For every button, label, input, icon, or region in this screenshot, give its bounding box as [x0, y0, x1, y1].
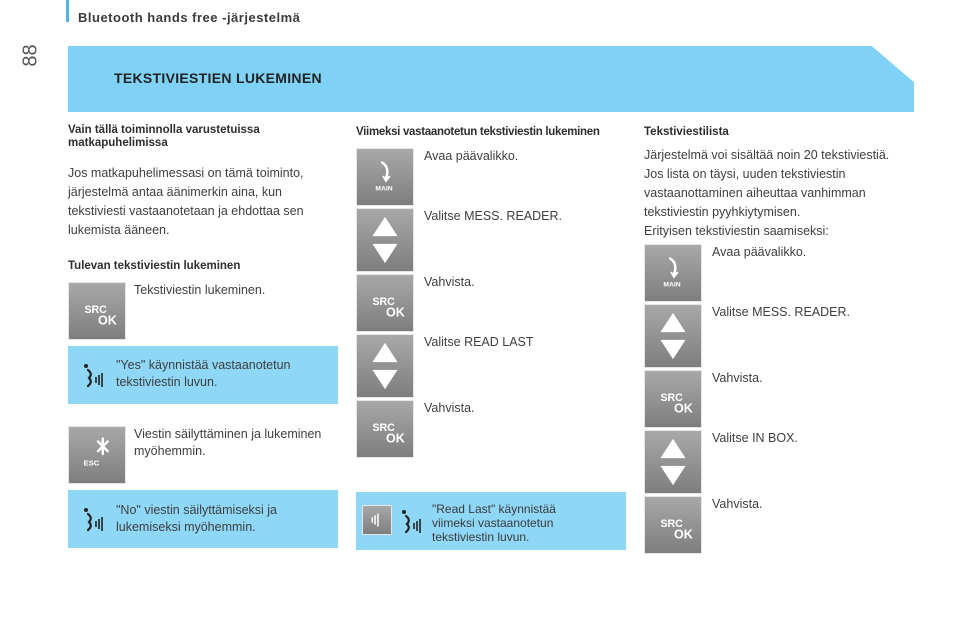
- esc-text-line: myöhemmin.: [134, 444, 206, 458]
- src-label: SRC: [84, 303, 107, 316]
- arrow-up-icon: [372, 343, 397, 362]
- middle-step-5: Vahvista.: [424, 401, 475, 415]
- voice-command-icon: [398, 506, 426, 536]
- left-subheading: Tulevan tekstiviestin lukeminen: [68, 260, 241, 272]
- up-down-button[interactable]: [356, 334, 414, 398]
- star-icon: [98, 439, 108, 454]
- left-intro-line: Jos matkapuhelimessasi on tämä toiminto,: [68, 166, 304, 180]
- ok-label: OK: [97, 313, 117, 328]
- esc-description: [134, 426, 321, 460]
- right-step-3: Vahvista.: [712, 371, 763, 385]
- right-intro-line: vastaanottaminen aiheuttaa vanhimman: [644, 186, 866, 200]
- right-intro-line: Järjestelmä voi sisältää noin 20 tekstiviestiä.: [644, 148, 890, 162]
- main-label: MAIN: [663, 281, 681, 289]
- src-ok-description: Tekstiviestin lukeminen.: [134, 283, 266, 297]
- read-last-text-line: viimeksi vastaanotetun: [432, 516, 554, 530]
- middle-step-2: Valitse MESS. READER.: [424, 209, 563, 223]
- right-heading: Tekstiviestilista: [644, 126, 729, 138]
- voice-wave-icon: [372, 513, 378, 526]
- right-intro-line: Jos lista on täysi, uuden tekstiviestin: [644, 167, 846, 181]
- middle-step-4: Valitse READ LAST: [424, 335, 534, 349]
- middle-step-3: Vahvista.: [424, 275, 475, 289]
- up-down-button[interactable]: [644, 430, 702, 494]
- right-intro-2: Erityisen tekstiviestin saamiseksi:: [644, 224, 829, 238]
- src-ok-button[interactable]: [68, 282, 126, 340]
- ok-label: OK: [385, 431, 405, 446]
- middle-heading: Viimeksi vastaanotetun tekstiviestin lukeminen: [356, 126, 600, 138]
- main-button[interactable]: [356, 148, 414, 206]
- left-intro-line: järjestelmä antaa äänimerkin aina, kun: [68, 185, 283, 199]
- left-intro-line: lukemista ääneen.: [68, 223, 170, 237]
- right-step-4: Valitse IN BOX.: [712, 431, 798, 445]
- middle-step-1: Avaa päävalikko.: [424, 149, 519, 163]
- arrow-up-icon: [660, 313, 685, 332]
- voice-button[interactable]: [362, 505, 392, 535]
- esc-text-line: Viestin säilyttäminen ja lukeminen: [134, 427, 322, 441]
- read-last-text-line: "Read Last" käynnistää: [432, 502, 556, 516]
- ok-label: OK: [385, 305, 405, 320]
- header-accent-line: [66, 0, 69, 22]
- ok-label: OK: [673, 527, 693, 542]
- read-last-text-line: tekstiviestin luvun.: [432, 530, 530, 544]
- arrow-down-icon: [660, 466, 685, 485]
- left-intro-line: tekstiviesti vastaanotetaan ja ehdottaa sen: [68, 204, 304, 218]
- right-step-1: Avaa päävalikko.: [712, 245, 807, 259]
- main-button[interactable]: [644, 244, 702, 302]
- right-intro: [644, 146, 934, 222]
- src-ok-button[interactable]: [356, 274, 414, 332]
- main-label: MAIN: [375, 185, 393, 193]
- page-number: 88: [19, 44, 42, 67]
- no-text: [116, 502, 277, 536]
- src-label: SRC: [372, 421, 395, 434]
- src-ok-button[interactable]: [644, 496, 702, 554]
- src-label: SRC: [660, 391, 683, 404]
- arrow-down-icon: [372, 370, 397, 389]
- no-text-line: lukemiseksi myöhemmin.: [116, 520, 256, 534]
- up-down-button[interactable]: [644, 304, 702, 368]
- esc-button[interactable]: [68, 426, 126, 484]
- no-text-line: "No" viestin säilyttämiseksi ja: [116, 503, 278, 517]
- arrow-down-icon: [372, 244, 397, 263]
- right-intro-line: tekstiviestin pyyhkiytymisen.: [644, 205, 801, 219]
- banner-title: TEKSTIVIESTIEN LUKEMINEN: [114, 70, 322, 86]
- left-heading: Vain tällä toiminnolla varustetuissa matkapuhelimissa: [68, 124, 260, 149]
- right-step-2: Valitse MESS. READER.: [712, 305, 851, 319]
- yes-text-line: "Yes" käynnistää vastaanotetun: [116, 358, 291, 372]
- src-label: SRC: [372, 295, 395, 308]
- up-down-button[interactable]: [356, 208, 414, 272]
- yes-text: [116, 357, 291, 391]
- ok-label: OK: [673, 401, 693, 416]
- src-ok-button[interactable]: [644, 370, 702, 428]
- section-title: Bluetooth hands free -järjestelmä: [78, 10, 301, 25]
- read-last-text: [432, 502, 556, 544]
- arrow-down-icon: [660, 340, 685, 359]
- arrow-up-icon: [660, 439, 685, 458]
- left-intro: [68, 164, 348, 240]
- yes-text-line: tekstiviestin luvun.: [116, 375, 218, 389]
- src-ok-button[interactable]: [356, 400, 414, 458]
- arrow-up-icon: [372, 217, 397, 236]
- right-step-5: Vahvista.: [712, 497, 763, 511]
- src-label: SRC: [660, 517, 683, 530]
- esc-label: ESC: [83, 458, 100, 468]
- voice-command-icon: [80, 360, 108, 390]
- voice-command-icon: [80, 504, 108, 534]
